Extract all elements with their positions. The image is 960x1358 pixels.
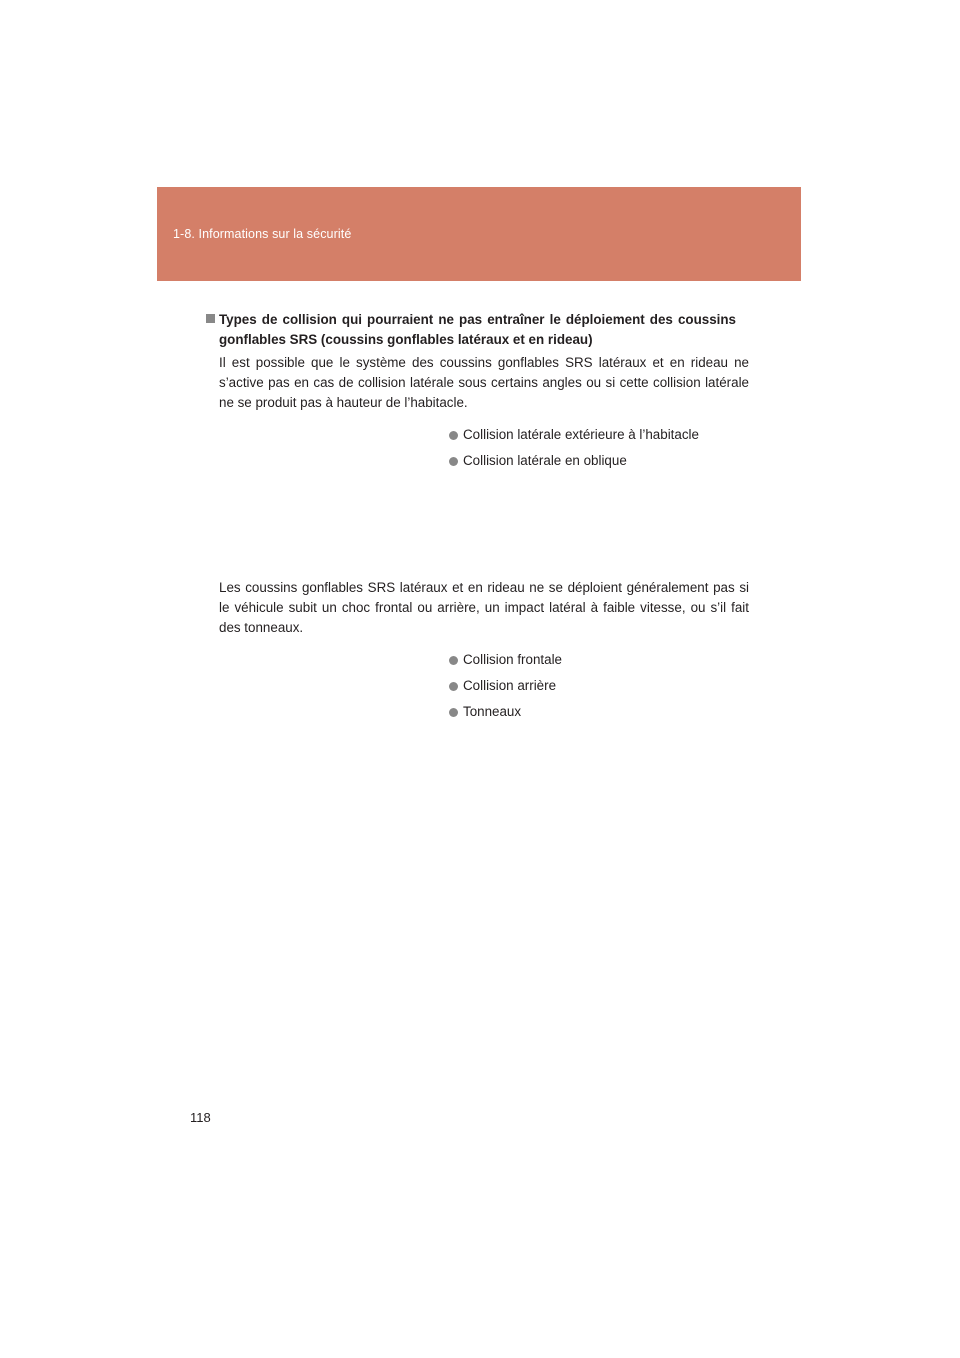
list-item: [449, 425, 699, 445]
section-title: 1-8. Informations sur la sécurité: [173, 227, 352, 241]
list-item: [449, 702, 562, 722]
page-number: 118: [190, 1110, 211, 1125]
list-item-text: Collision latérale extérieure à l’habitacle: [463, 427, 699, 442]
section-header-band: [157, 187, 801, 281]
square-bullet-icon: [206, 314, 215, 323]
circle-bullet-icon: [449, 656, 458, 665]
list-item-text: Collision arrière: [463, 678, 557, 693]
list-item-text: Tonneaux: [463, 704, 522, 719]
paragraph-no-deployment: Les coussins gonflables SRS latéraux et en rideau ne se déploient généralement pas si le véhicule subit un choc frontal ou arrière, un impact latéral à faible vitesse, ou s’il fait des tonneaux.: [219, 580, 749, 635]
list-item: [449, 650, 562, 670]
list-item: [449, 676, 562, 696]
list-item-text: Collision latérale en oblique: [463, 453, 627, 468]
circle-bullet-icon: [449, 457, 458, 466]
circle-bullet-icon: [449, 708, 458, 717]
bullet-list-side-collisions: [449, 425, 699, 477]
list-item-text: Collision frontale: [463, 652, 562, 667]
circle-bullet-icon: [449, 431, 458, 440]
list-item: [449, 451, 699, 471]
collision-types-section: [206, 310, 736, 350]
paragraph-side-airbag-conditions: Il est possible que le système des coussins gonflables SRS latéraux et en rideau ne s’active pas en cas de collision latérale sous certains angles ou si cette collision latérale ne se produit pas à hauteur de l’habitacle.: [219, 355, 749, 410]
section-heading-text: Types de collision qui pourraient ne pas entraîner le déploiement des coussins gonflables SRS (coussins gonflables latéraux et en rideau): [219, 312, 736, 347]
bullet-list-other-collisions: [449, 650, 562, 728]
section-heading: [206, 310, 736, 350]
circle-bullet-icon: [449, 682, 458, 691]
